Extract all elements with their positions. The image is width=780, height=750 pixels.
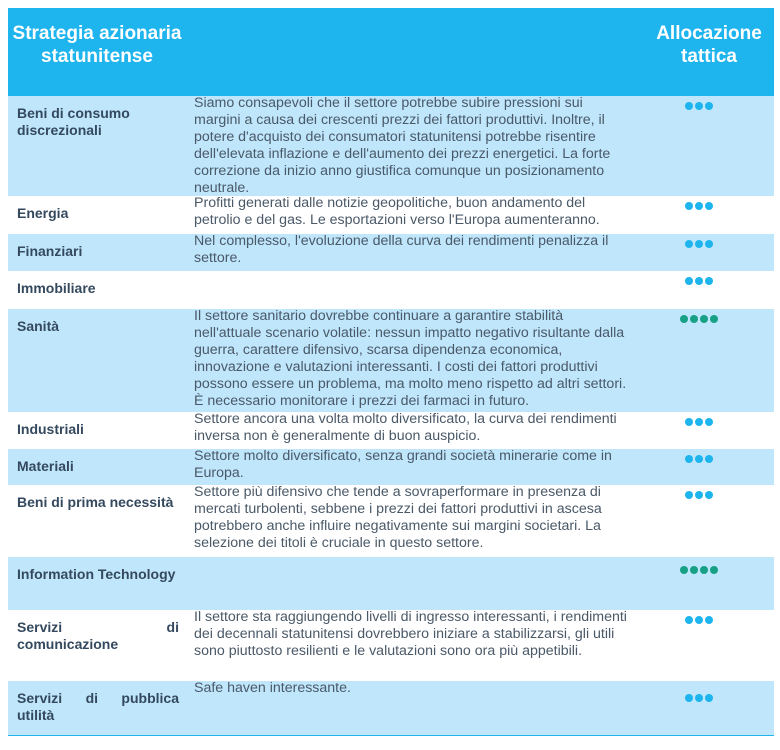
allocation-dots	[654, 563, 744, 577]
sector-name: Sanità	[17, 318, 60, 334]
allocation-dots	[654, 452, 744, 466]
allocation-dot-icon	[700, 315, 708, 323]
sector-name: Materiali	[17, 458, 74, 474]
sector-name: Servizi di pubblica utilità	[17, 690, 179, 723]
sector-description: Settore più difensivo che tende a sovraperformare in presenza di mercati turbolenti, sebbene i prezzi dei fattori produttivi in ascesa potrebbero anche influire negativamente sui margini societari. La selezione dei titoli è cruciale in questo settore.	[194, 484, 602, 551]
allocation-dot-icon	[705, 616, 713, 624]
sector-description: Profitti generati dalle notizie geopolitiche, buon andamento del petrolio e del gas. Le esportazioni verso l'Europa aumenteranno.	[194, 195, 600, 228]
allocation-dot-icon	[710, 315, 718, 323]
table-row	[8, 196, 774, 234]
allocation-dots	[654, 415, 744, 429]
allocation-dot-icon	[690, 315, 698, 323]
allocation-dot-icon	[705, 418, 713, 426]
allocation-dots	[654, 488, 744, 502]
sector-description: Safe haven interessante.	[194, 680, 351, 696]
allocation-dot-icon	[685, 277, 693, 285]
allocation-dot-icon	[680, 315, 688, 323]
sector-description: Il settore sanitario dovrebbe continuare a garantire stabilità nell'attuale scenario volatile: nessun impatto negativo risultante dalla guerra, carattere difensivo, scarsa dipendenza economica, innovazione e valutazioni interessanti. I costi dei fattori produttivi possono essere un problema, ma molto meno rispetto ad altri settori. È necessario monitorare i prezzi dei farmaci in futuro.	[194, 308, 627, 409]
table-row	[8, 234, 774, 271]
allocation-dot-icon	[695, 240, 703, 248]
sector-description: Nel complesso, l'evoluzione della curva dei rendimenti penalizza il settore.	[194, 233, 609, 266]
table-row	[8, 96, 774, 196]
sector-name: Beni di consumo discrezionali	[17, 105, 130, 138]
allocation-dots	[654, 199, 744, 213]
table-row	[8, 610, 774, 681]
allocation-dots	[654, 99, 744, 113]
allocation-dot-icon	[695, 102, 703, 110]
table-header	[8, 8, 774, 96]
allocation-dot-icon	[690, 566, 698, 574]
sector-name: Information Technology	[17, 566, 176, 582]
allocation-dot-icon	[705, 455, 713, 463]
table-row	[8, 557, 774, 610]
allocation-dots	[654, 691, 744, 705]
sector-name: Beni di prima necessità	[17, 494, 174, 510]
sector-description: Settore ancora una volta molto diversificato, la curva dei rendimenti inversa non è generalmente di buon auspicio.	[194, 411, 617, 444]
allocation-dot-icon	[680, 566, 688, 574]
allocation-dot-icon	[685, 616, 693, 624]
sector-description: Settore molto diversificato, senza grandi società minerarie come in Europa.	[194, 448, 612, 481]
allocation-dot-icon	[685, 102, 693, 110]
allocation-dot-icon	[700, 566, 708, 574]
allocation-dot-icon	[685, 418, 693, 426]
allocation-dot-icon	[705, 202, 713, 210]
allocation-title: Allocazione tattica	[656, 23, 762, 67]
table-row	[8, 449, 774, 485]
allocation-dot-icon	[695, 277, 703, 285]
table-row	[8, 412, 774, 449]
allocation-dot-icon	[695, 616, 703, 624]
allocation-dot-icon	[695, 455, 703, 463]
allocation-dot-icon	[685, 455, 693, 463]
allocation-dot-icon	[710, 566, 718, 574]
allocation-dot-icon	[695, 418, 703, 426]
allocation-dot-icon	[705, 694, 713, 702]
allocation-dots	[654, 613, 744, 627]
allocation-dots	[654, 274, 744, 288]
table-row	[8, 271, 774, 309]
sector-name: Immobiliare	[17, 280, 96, 296]
sector-name: Finanziari	[17, 243, 83, 259]
allocation-dot-icon	[685, 240, 693, 248]
allocation-dots	[654, 312, 744, 326]
allocation-dot-icon	[705, 277, 713, 285]
allocation-table	[8, 8, 774, 736]
sector-name: Industriali	[17, 421, 84, 437]
sector-description: Il settore sta raggiungendo livelli di ingresso interessanti, i rendimenti dei decennali statunitensi dovrebbero iniziare a stabilizzarsi, gli utili sono piuttosto resilienti e le valutazioni sono ora più appetibili.	[194, 609, 627, 659]
strategy-title: Strategia azionaria statunitense	[12, 23, 182, 67]
allocation-dot-icon	[695, 491, 703, 499]
table-row	[8, 309, 774, 412]
allocation-dot-icon	[705, 240, 713, 248]
allocation-dot-icon	[685, 491, 693, 499]
sector-description: Siamo consapevoli che il settore potrebbe subire pressioni sui margini a causa dei crescenti prezzi dei fattori produttivi. Inoltre, il potere d'acquisto dei consumatori statunitensi potrebbe risentire dell'elevata inflazione e dell'aumento dei prezzi energetici. La forte correzione da inizio anno giustifica comunque un posizionamento neutrale.	[194, 95, 611, 196]
table-row	[8, 485, 774, 557]
table-row	[8, 681, 774, 736]
allocation-dot-icon	[685, 694, 693, 702]
allocation-dot-icon	[705, 491, 713, 499]
sector-name: Energia	[17, 205, 69, 221]
allocation-dot-icon	[685, 202, 693, 210]
allocation-dot-icon	[705, 102, 713, 110]
sector-name: Servizi di comunicazione	[17, 619, 179, 652]
allocation-dot-icon	[695, 202, 703, 210]
allocation-dot-icon	[695, 694, 703, 702]
allocation-dots	[654, 237, 744, 251]
